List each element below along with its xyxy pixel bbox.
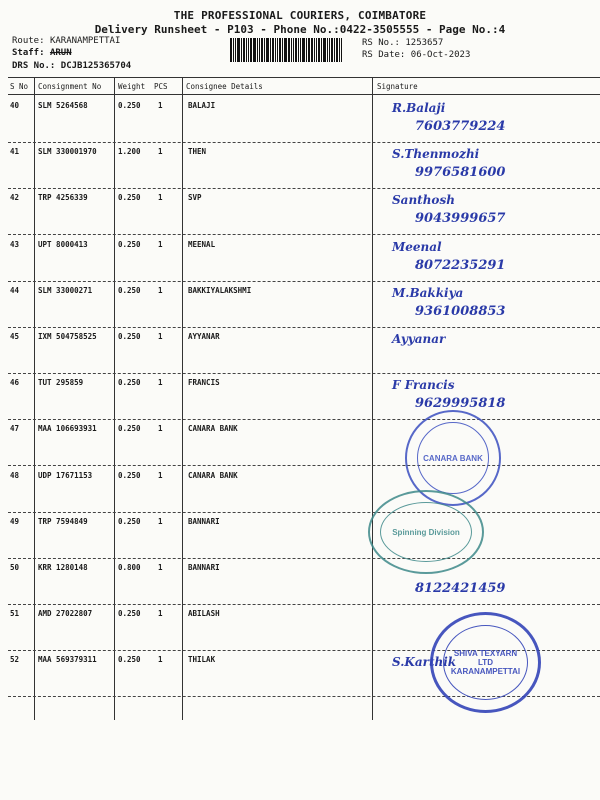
row-sno: 52 — [10, 655, 20, 665]
row-pcs: 1 — [158, 609, 163, 619]
table-top-rule — [8, 77, 600, 78]
signature-name: Ayyanar — [392, 332, 446, 346]
row-weight: 0.250 — [118, 378, 141, 388]
row-pcs: 1 — [158, 516, 163, 526]
row-consignment: UPT 8000413 — [38, 239, 88, 249]
row-sno: 45 — [10, 332, 20, 341]
row-sno: 43 — [10, 239, 20, 249]
row-weight: 0.250 — [118, 285, 141, 295]
row-pcs: 1 — [158, 470, 163, 480]
row-pcs: 1 — [158, 239, 163, 249]
row-consignment: TRP 4256339 — [38, 193, 88, 203]
row-sno: 48 — [10, 470, 20, 480]
row-weight: 0.250 — [118, 239, 141, 249]
row-sno: 46 — [10, 378, 20, 388]
row-consignment: MAA 106693931 — [38, 424, 97, 434]
canara-stamp-text: CANARA BANK — [423, 453, 483, 463]
signature-phone: 7603779224 — [415, 119, 506, 134]
row-consignee: BANNARI — [188, 516, 220, 526]
row-pcs: 1 — [158, 285, 163, 295]
table-row — [0, 282, 600, 328]
table-row — [0, 236, 600, 282]
signature-phone: 8072235291 — [415, 257, 506, 273]
route-value: KARANAMPETTAI — [49, 36, 121, 46]
drs-label: DRS No.: — [12, 61, 56, 71]
row-pcs: 1 — [158, 101, 163, 110]
spinning-stamp-text: Spinning Division — [392, 527, 460, 537]
row-consignment: TUT 295859 — [38, 378, 84, 388]
row-consignee: AYYANAR — [188, 332, 220, 341]
row-consignee: THILAK — [188, 655, 216, 665]
row-sno: 47 — [10, 424, 20, 434]
table-row — [0, 467, 600, 513]
row-weight: 0.250 — [118, 655, 141, 665]
row-consignment: TRP 7594849 — [38, 516, 88, 526]
signature-phone: 9629995818 — [415, 396, 506, 412]
document-title: THE PROFESSIONAL COURIERS, COIMBATORE — [173, 9, 427, 22]
row-consignment: KRR 1280148 — [38, 563, 88, 572]
row-consignee: SVP — [188, 193, 202, 203]
table-row — [0, 374, 600, 420]
row-consignee: BAKKIYALAKSHMI — [188, 285, 252, 295]
drs-value: DCJB125365704 — [60, 61, 132, 71]
table-row — [0, 143, 600, 189]
row-weight: 1.200 — [118, 147, 141, 157]
rs-no-line — [362, 38, 443, 48]
col-signature: Signature — [377, 82, 418, 91]
col-weight: Weight — [118, 82, 146, 91]
table-row — [0, 189, 600, 235]
col-sno: S No — [10, 82, 29, 91]
table-row — [0, 97, 600, 143]
row-pcs: 1 — [158, 563, 163, 572]
signature-name: M.Bakkiya — [392, 285, 464, 300]
row-weight: 0.250 — [118, 332, 141, 341]
row-weight: 0.250 — [118, 516, 141, 526]
row-sno: 40 — [10, 101, 20, 110]
row-sno: 50 — [10, 563, 20, 572]
row-pcs: 1 — [158, 655, 163, 665]
table-row — [0, 559, 600, 605]
col-consignment: Consignment No — [38, 82, 102, 91]
row-consignment: SLM 5264568 — [38, 101, 88, 110]
header-bottom-rule — [8, 94, 600, 95]
signature-phone: 9043999657 — [415, 211, 506, 227]
row-pcs: 1 — [158, 424, 163, 434]
signature-name: Meenal — [392, 239, 442, 254]
route-label: Route: — [12, 36, 45, 46]
barcode — [230, 38, 355, 62]
row-consignment: SLM 330001970 — [38, 147, 97, 157]
row-sno: 44 — [10, 285, 20, 295]
rs-no-value: 1253657 — [405, 38, 444, 48]
row-weight: 0.250 — [118, 609, 141, 619]
shiva-texyarn-stamp — [430, 612, 541, 713]
row-sno: 49 — [10, 516, 20, 526]
signature-name: R.Balaji — [392, 101, 446, 115]
row-consignment: AMD 27022807 — [38, 609, 93, 619]
rs-date-line — [362, 50, 470, 60]
row-consignee: CANARA BANK — [188, 470, 238, 480]
signature-phone: 9361008853 — [415, 303, 506, 319]
row-consignee: CANARA BANK — [188, 424, 238, 434]
row-pcs: 1 — [158, 332, 163, 341]
rs-date-label: RS Date: — [362, 50, 406, 60]
row-sno: 41 — [10, 147, 20, 157]
row-weight: 0.250 — [118, 193, 141, 203]
signature-name: Santhosh — [392, 193, 455, 208]
table-row — [0, 420, 600, 466]
row-pcs: 1 — [158, 378, 163, 388]
signature-name: F Francis — [392, 378, 455, 393]
rs-date-value: 06-Oct-2023 — [410, 50, 471, 60]
table-row — [0, 513, 600, 559]
row-consignment: IXM 504758525 — [38, 332, 97, 341]
staff-value: ARUN — [49, 48, 72, 58]
row-pcs: 1 — [158, 147, 163, 157]
row-consignee: FRANCIS — [188, 378, 220, 388]
shiva-stamp-text: SHIVA TEXYARN LTD KARANAMPETTAI — [450, 649, 521, 676]
signature-name: S.Karthik — [392, 655, 457, 670]
row-weight: 0.250 — [118, 470, 141, 480]
signature-name: S.Thenmozhi — [392, 147, 480, 162]
route-line — [12, 36, 120, 46]
row-weight: 0.800 — [118, 563, 141, 572]
row-pcs: 1 — [158, 193, 163, 203]
row-consignment: MAA 569379311 — [38, 655, 97, 665]
row-consignee: MEENAL — [188, 239, 216, 249]
row-sno: 42 — [10, 193, 20, 203]
signature-phone: 9976581600 — [415, 165, 506, 181]
document-subtitle: Delivery Runsheet - P103 - Phone No.:0422-3505555 - Page No.:4 — [94, 23, 506, 36]
row-sno: 51 — [10, 609, 20, 619]
rs-no-label: RS No.: — [362, 38, 400, 48]
row-weight: 0.250 — [118, 101, 141, 110]
row-consignment: SLM 33000271 — [38, 285, 93, 295]
row-consignee: BALAJI — [188, 101, 216, 110]
signature-phone: 8122421459 — [415, 581, 506, 596]
row-consignee: ABILASH — [188, 609, 220, 619]
col-consignee: Consignee Details — [186, 82, 263, 91]
row-consignment: UDP 17671153 — [38, 470, 93, 480]
table-row — [0, 328, 600, 374]
staff-line — [12, 48, 72, 58]
row-weight: 0.250 — [118, 424, 141, 434]
spinning-division-stamp — [368, 490, 484, 574]
drs-line — [12, 61, 131, 71]
row-consignee: THEN — [188, 147, 207, 157]
col-pcs: PCS — [154, 82, 168, 91]
staff-label: Staff: — [12, 48, 45, 58]
table-header — [0, 80, 600, 94]
row-consignee: BANNARI — [188, 563, 220, 572]
